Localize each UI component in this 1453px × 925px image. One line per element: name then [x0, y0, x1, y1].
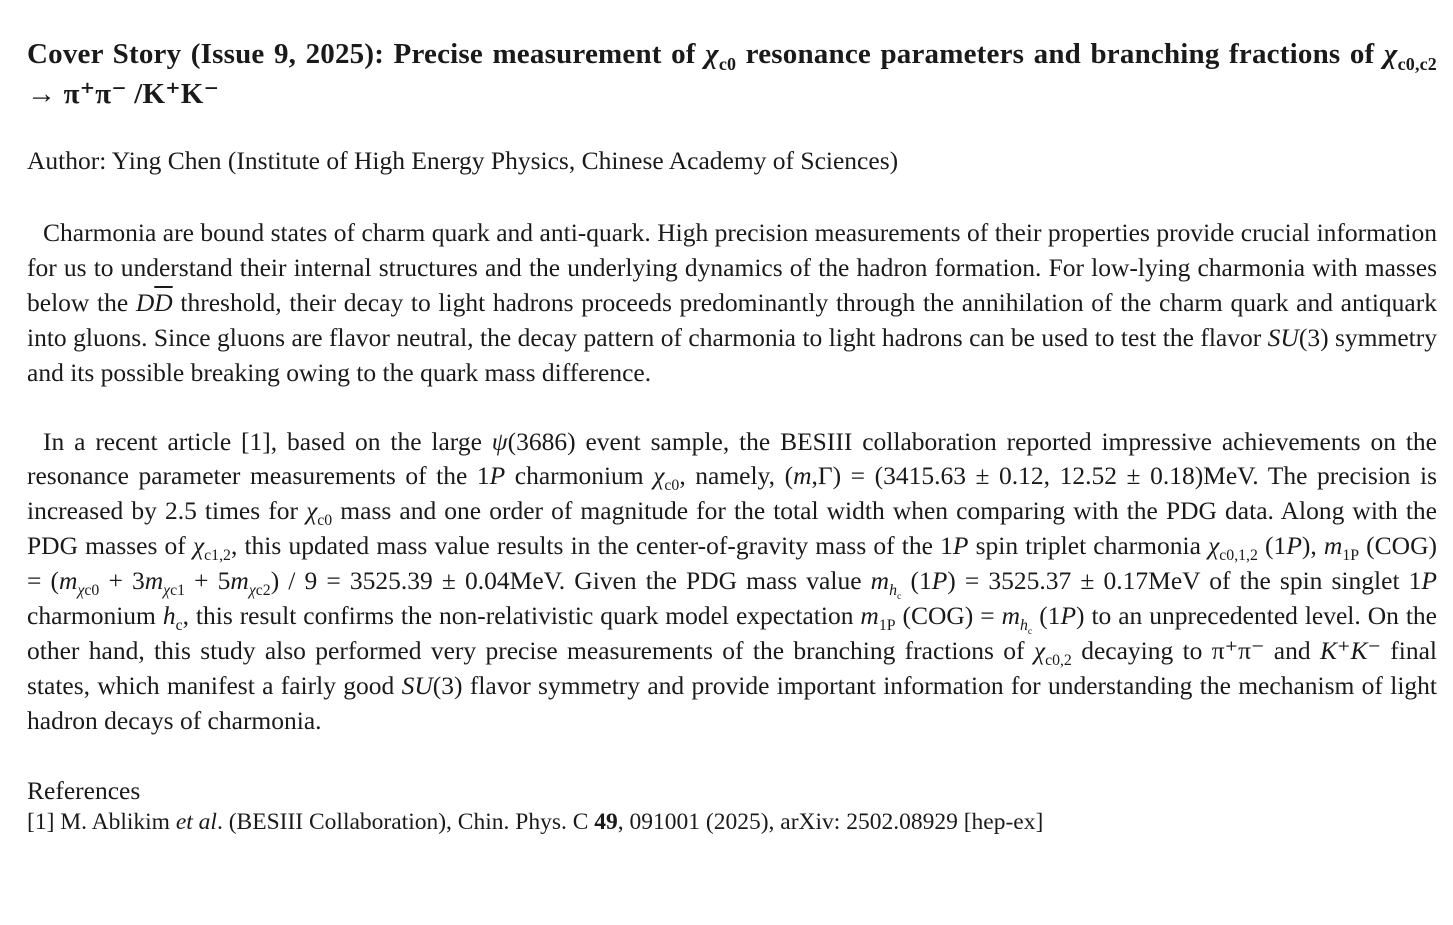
paragraph-intro: Charmonia are bound states of charm quark and anti-quark. High precision measurements of their properties provide crucial information for us to understand their internal structures and the underlying dynamics of the hadron formation. For low-lying charmonia with masses below the $D\overline{D}$ threshold, their decay to light hadrons proceeds predominantly through the annihilation of the charm quark and antiquark into gluons. Since gluons are flavor neutral, the decay pattern of charmonia to light hadrons can be used to test the flavor SU(3) symmetry and its possible breaking owing to the quark mass difference.: [27, 218, 1437, 387]
author-line: Author: Ying Chen (Institute of High Energy Physics, Chinese Academy of Sciences): [27, 146, 899, 175]
page-title: Cover Story (Issue 9, 2025): Precise measurement of $\chi_{c0}$ resonance parameters and branching fractions of $\chi_{c0,c2} \to \pi^+\pi^-$ /K⁺K⁻: [27, 38, 1437, 110]
document-page: [27, 34, 1437, 837]
reference-item: [1] M. Ablikim et al. (BESIII Collaboration), Chin. Phys. C 49, 091001 (2025), arXiv: 2502.08929 [hep-ex]: [27, 808, 1044, 835]
references-heading: References: [27, 775, 141, 805]
paragraph-results: In a recent article [1], based on the large ψ(3686) event sample, the BESIII collaboration reported impressive achievements on the resonance parameter measurements of the 1P charmonium $\chi_{c0}$, namely, (m,Γ) = (3415.63 ± 0.12, 12.52 ± 0.18)MeV. The precision is increased by 2.5 times for $\chi_{c0}$ mass and one order of magnitude for the total width when comparing with the PDG data. Along with the PDG masses of $\chi_{c1,2}$, this updated mass value results in the center-of-gravity mass of the 1P spin triplet charmonia $\chi_{c0,1,2}$ (1P), $m_{1P}$ $(COG) = (m_{\chi c0} + 3m_{\chi c1} + 5m_{\chi c2}) / 9 = 3525.39 \pm 0.04MeV$. Given the PDG mass value $m_{h_c}$ (1P) = 3525.37 ± 0.17MeV of the spin singlet 1P charmonium $h_c$, this result confirms the non-relativistic quark model expectation $m_{1P}$ $(COG) = m_{h_c}$ (1P) to an unprecedented level. On the other hand, this study also performed very precise measurements of the branching fractions of $\chi_{c0,2}$ decaying to π⁺π⁻ and K⁺K⁻ final states, which manifest a fairly good SU(3) flavor symmetry and provide important information for understanding the mechanism of light hadron decays of charmonia.: [27, 426, 1438, 735]
